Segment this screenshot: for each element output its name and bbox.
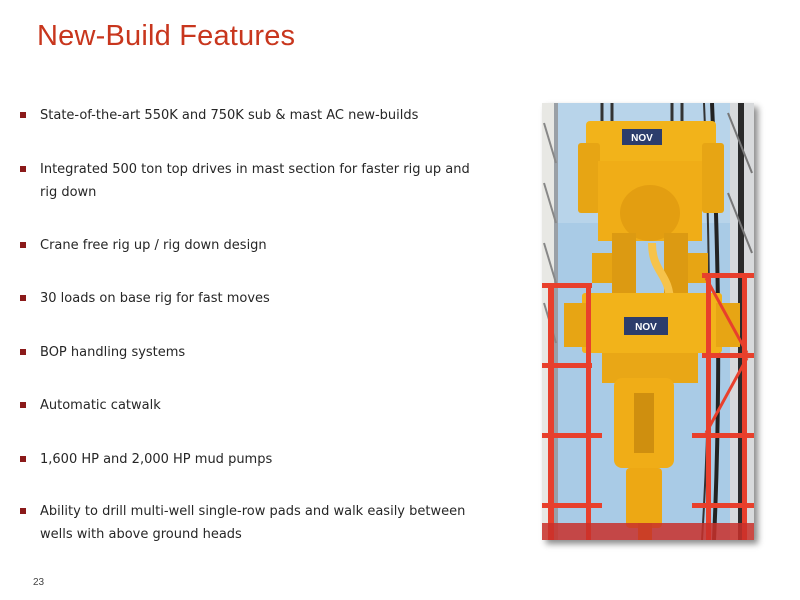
square-bullet-icon — [20, 508, 26, 514]
list-item — [20, 287, 270, 310]
list-item-text: Integrated 500 ton top drives in mast section for faster rig up and rig down — [40, 162, 470, 200]
top-drive-illustration — [542, 103, 754, 540]
list-item-text: 30 loads on base rig for fast moves — [40, 291, 270, 306]
list-item — [20, 158, 490, 204]
list-item-text: State-of-the-art 550K and 750K sub & mast AC new-builds — [40, 108, 419, 123]
list-item — [20, 394, 161, 417]
square-bullet-icon — [20, 295, 26, 301]
square-bullet-icon — [20, 166, 26, 172]
list-item-text: Ability to drill multi-well single-row pads and walk easily between wells with above ground heads — [40, 504, 466, 542]
list-item — [20, 234, 267, 257]
square-bullet-icon — [20, 242, 26, 248]
list-item-text: Crane free rig up / rig down design — [40, 238, 267, 253]
nov-logo: NOV — [635, 322, 657, 333]
square-bullet-icon — [20, 402, 26, 408]
list-item — [20, 500, 490, 546]
list-item-text: 1,600 HP and 2,000 HP mud pumps — [40, 452, 273, 467]
list-item — [20, 448, 272, 471]
square-bullet-icon — [20, 456, 26, 462]
top-drive-photo — [542, 103, 754, 540]
list-item-text: BOP handling systems — [40, 345, 186, 360]
page-number: 23 — [33, 577, 45, 588]
list-item-text: Automatic catwalk — [40, 398, 161, 413]
nov-logo: NOV — [631, 133, 653, 144]
square-bullet-icon — [20, 112, 26, 118]
list-item — [20, 341, 185, 364]
square-bullet-icon — [20, 349, 26, 355]
slide-title: New-Build Features — [37, 20, 296, 52]
list-item — [20, 104, 418, 127]
